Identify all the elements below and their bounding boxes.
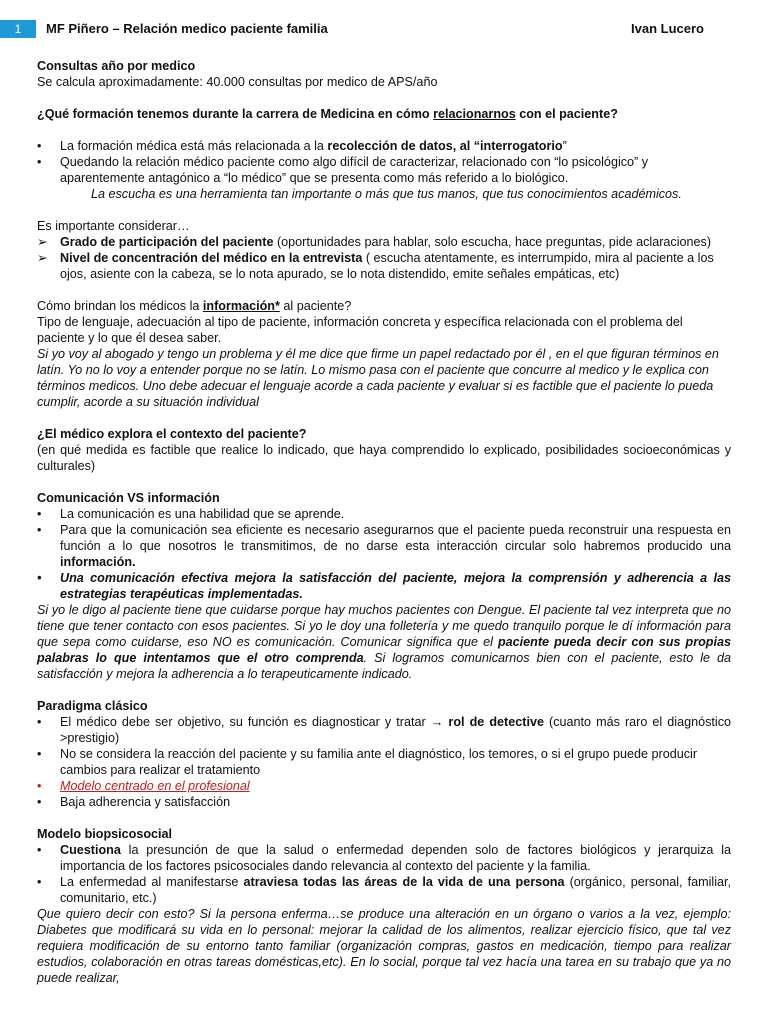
document-body: [37, 58, 731, 986]
contexto-text: (en qué medida es factible que realice lo indicado, que haya comprendido lo explicado, posibilidades socioeconómicas y culturales): [37, 443, 731, 473]
contexto-question: ¿El médico explora el contexto del paciente?: [37, 427, 307, 441]
list-item: • La comunicación es una habilidad que se aprende.: [37, 507, 345, 521]
formacion-question: ¿Qué formación tenemos durante la carrera de Medicina en cómo relacionarnos con el paciente?: [37, 107, 618, 121]
consultas-heading: Consultas año por medico: [37, 59, 196, 73]
relacionarnos-link[interactable]: relacionarnos: [433, 107, 516, 121]
informacion-example: Si yo voy al abogado y tengo un problema y él me dice que firme un papel redactado por él , en el que figuran términos en latín. Yo no lo voy a entender porque no se latín. Lo mismo pasa con el paciente que concurre al medico y le explica con términos medicos. Uno debe adecuar el lenguaje acorde a cada paciente y evaluar si es factible que el paciente lo pueda cumplir, acorde a su situación individual: [37, 347, 719, 409]
list-item: ➢ Nivel de concentración del médico en la entrevista ( escucha atentamente, es interrumpido, mira al paciente a los ojos, asiente con la cabeza, se lo nota apurado, se lo nota distendido, emite señales empáticas, etc): [37, 251, 714, 281]
arrow-right-icon: →: [430, 715, 444, 729]
comunicacion-heading: Comunicación VS información: [37, 491, 220, 505]
list-item: • Para que la comunicación sea eficiente es necesario asegurarnos que el paciente pueda reconstruir una respuesta en función a lo que nosotros le transmitimos, de no darse esta interacción circular solo habremos producido una información.: [37, 523, 731, 569]
list-item: ➢ Grado de participación del paciente (oportunidades para hablar, solo escucha, hace preguntas, pide aclaraciones): [37, 235, 712, 249]
list-item: • Cuestiona la presunción de que la salud o enfermedad dependen solo de factores biológicos y jerarquiza la importancia de los factores psicosociales dando relevancia al contexto del paciente y la familia.: [37, 843, 731, 873]
informacion-text: Tipo de lenguaje, adecuación al tipo de paciente, información concreta y específica relacionada con el problema del paciente y lo que él desea saber.: [37, 315, 683, 345]
modelo-centrado-link[interactable]: Modelo centrado en el profesional: [60, 779, 250, 793]
comunicacion-example: Si yo le digo al paciente tiene que cuidarse porque hay muchos pacientes con Dengue. El paciente tal vez interpreta que no tiene que tener contacto con esos pacientes. Si yo le doy una folletería y me quedo tranquilo porque le dí información para que sepa como cuidarse, eso NO es comunicación. Comunicar significa que el paciente pueda decir con sus propias palabras lo que intentamos que el otro comprenda. Si logramos comunicarnos bien con el paciente, esto le da satisfacción y mejora la adherencia a lo terapeuticamente indicado.: [37, 603, 732, 681]
author-name: Ivan Lucero: [631, 21, 704, 36]
list-item: • No se considera la reacción del paciente y su familia ante el diagnóstico, los temores, o si el grupo puede producir cambios para realizar el tratamiento: [37, 747, 698, 777]
list-item: • Quedando la relación médico paciente como algo difícil de caracterizar, relacionado con “lo psicológico” y aparentemente antagónico a “lo médico” que se presenta como más referido a lo biológico.: [37, 155, 649, 185]
informacion-link[interactable]: información*: [202, 299, 280, 313]
consultas-text: Se calcula aproximadamente: 40.000 consultas por medico de APS/año: [37, 75, 438, 89]
biopsicosocial-heading: Modelo biopsicosocial: [37, 827, 173, 841]
informacion-question: Cómo brindan los médicos la información* al paciente?: [37, 299, 352, 313]
document-title: MF Piñero – Relación medico paciente familia: [46, 21, 328, 36]
list-item: • Una comunicación efectiva mejora la satisfacción del paciente, mejora la comprensión y adherencia a las estrategias terapéuticas implementadas.: [37, 571, 731, 601]
list-item: • La formación médica está más relacionada a la recolección de datos, al “interrogatorio”: [37, 139, 567, 153]
biopsicosocial-example: Que quiero decir con esto? Si la persona enferma…se produce una alteración en un órgano o varios a la vez, ejemplo: Diabetes que modificará su vida en lo personal: mejorar la calidad de los alimentos, realizar ejercicio físico, que tal vez requiera modificación de su entorno tanto familiar (organización compras, gastos en medicación, tiempo para realizar estudios, colaboración en otras tareas domésticas,etc). En lo social, porque tal vez hacía una tarea en su trabajo que ya no puede realizar,: [37, 907, 731, 985]
page-header: [0, 20, 768, 39]
arrow-bullet-icon: ➢: [37, 251, 48, 265]
list-item: • La enfermedad al manifestarse atraviesa todas las áreas de la vida de una persona (orgánico, personal, familiar, comunitario, etc.): [37, 875, 731, 905]
paradigma-heading: Paradigma clásico: [37, 699, 148, 713]
considerar-intro: Es importante considerar…: [37, 219, 190, 233]
quote-text: La escucha es una herramienta tan importante o más que tus manos, que tus conocimientos académicos.: [91, 187, 682, 201]
list-item: • El médico debe ser objetivo, su función es diagnosticar y tratar → rol de detective (cuanto más raro el diagnóstico >prestigio): [37, 715, 731, 745]
list-item: • Baja adherencia y satisfacción: [37, 795, 231, 809]
page-number-badge: 1: [0, 20, 36, 38]
arrow-bullet-icon: ➢: [37, 235, 48, 249]
list-item: • Modelo centrado en el profesional: [37, 779, 250, 793]
